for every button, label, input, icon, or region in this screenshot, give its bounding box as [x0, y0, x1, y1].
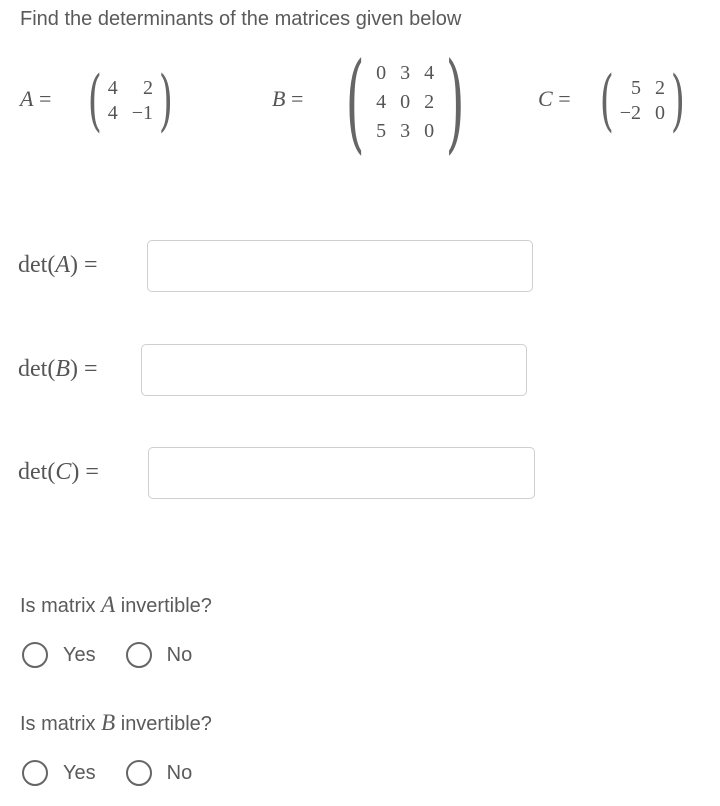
- right-paren-icon: ): [445, 40, 465, 165]
- right-paren-icon: ): [158, 62, 173, 139]
- radio-circle-icon[interactable]: [126, 642, 152, 668]
- right-paren-icon: ): [670, 62, 685, 139]
- radio-circle-icon[interactable]: [22, 642, 48, 668]
- radio-a-yes[interactable]: Yes: [22, 642, 96, 668]
- prompt-text: Find the determinants of the matrices given below: [20, 8, 462, 30]
- matrix-c-label: C =: [538, 86, 571, 111]
- question-b-text: Is matrix B invertible?: [20, 710, 212, 735]
- det-a-label: det(A) =: [18, 252, 98, 278]
- radio-b-no[interactable]: No: [126, 760, 193, 786]
- radio-circle-icon[interactable]: [22, 760, 48, 786]
- radio-b-yes[interactable]: Yes: [22, 760, 96, 786]
- question-a-options: [22, 642, 222, 668]
- det-b-label: det(B) =: [18, 356, 98, 382]
- matrix-c: ( 5 2 −2 0 ): [599, 62, 685, 139]
- det-c-input[interactable]: [148, 447, 535, 499]
- matrix-b: ( 0 3 4 4 0 2 5 3 0 ): [345, 40, 465, 165]
- matrix-b-label: B =: [272, 86, 304, 111]
- left-paren-icon: (: [599, 62, 614, 139]
- left-paren-icon: (: [87, 62, 102, 139]
- det-c-label: det(C) =: [18, 459, 99, 485]
- left-paren-icon: (: [345, 40, 365, 165]
- question-b-options: [22, 760, 222, 786]
- question-a-text: Is matrix A invertible?: [20, 592, 212, 617]
- radio-a-no[interactable]: No: [126, 642, 193, 668]
- radio-circle-icon[interactable]: [126, 760, 152, 786]
- matrix-a: ( 4 2 4 −1 ): [87, 62, 173, 139]
- det-a-input[interactable]: [147, 240, 533, 292]
- det-b-input[interactable]: [141, 344, 527, 396]
- matrix-a-label: A =: [20, 86, 52, 111]
